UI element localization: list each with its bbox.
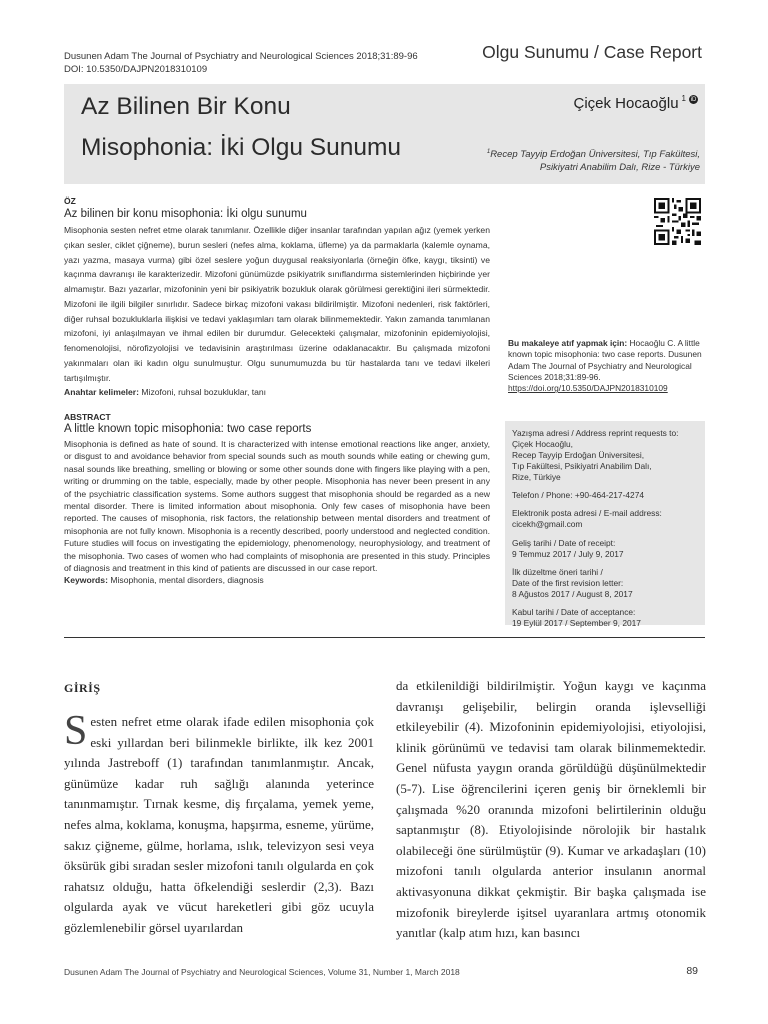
orcid-icon[interactable]: iD bbox=[690, 96, 697, 103]
address-line: Çiçek Hocaoğlu, bbox=[512, 438, 573, 449]
body-column-2 bbox=[396, 676, 706, 944]
footer-text: Dusunen Adam The Journal of Psychiatry and Neurological Sciences, Volume 31, Number 1, March 2018 bbox=[64, 967, 460, 977]
abstract-body bbox=[64, 438, 490, 587]
revision-label: Date of the first revision letter: bbox=[512, 577, 624, 588]
drop-cap: S bbox=[64, 708, 88, 754]
journal-citation-header bbox=[64, 50, 418, 76]
oz-title: Az bilinen bir konu misophonia: İki olgu sunumu bbox=[64, 208, 307, 220]
abstract-keywords: Misophonia, mental disorders, diagnosis bbox=[110, 575, 264, 586]
affiliation-line-1: Recep Tayyip Erdoğan Üniversitesi, Tıp Fakültesi, bbox=[490, 149, 700, 161]
abstract-keywords-label: Keywords: bbox=[64, 575, 108, 586]
section-type: Olgu Sunumu / Case Report bbox=[482, 42, 702, 62]
citation-doi-link[interactable]: https://doi.org/10.5350/DAJPN2018310109 bbox=[508, 383, 668, 394]
author-name: Çiçek Hocaoğlu bbox=[573, 95, 679, 112]
revision-block bbox=[512, 567, 702, 600]
revision-label: İlk düzeltme öneri tarihi / bbox=[512, 567, 603, 578]
body-text-1: esten nefret etme olarak ifade edilen misophonia çok eski yıllardan beri bilinmekle birlikte, ilk kez 2001 yılında Jastreboff (1) tarafından tanımlanmıştır. Ancak, günümüze kadar ruh sağlığı alanında yeterince tanınmamıştır. Tırnak kesme, diş fırçalama, yemek yeme, nefes alma, koklama, konuşma, hapşırma, esneme, yürüme, sakız çiğneme, gülme, horlama, ıslık, televizyon sesi veya öksürük gibi sıradan sesler mizofoni tanılı olgularda en çok rahatsız olduğu, hatta öfkelendiği seslerdir (2,3). Bazı olgularda ayak ve vücut hareketleri gibi göz ucuyla gözlemlenebilir görsel uyarılardan bbox=[64, 714, 374, 935]
address-label: Yazışma adresi / Address reprint requests to: bbox=[512, 428, 679, 438]
phone: Telefon / Phone: +90-464-217-4274 bbox=[512, 490, 645, 501]
oz-keywords-label: Anahtar kelimeler: bbox=[64, 387, 139, 398]
doi-line: DOI: 10.5350/DAJPN2018310109 bbox=[64, 64, 208, 75]
affiliation bbox=[400, 146, 700, 174]
affiliation-superscript: 1 bbox=[486, 149, 491, 155]
email-address[interactable]: cicekh@gmail.com bbox=[512, 519, 583, 530]
citation-block bbox=[508, 338, 704, 394]
email-label: Elektronik posta adresi / E-mail address: bbox=[512, 508, 662, 519]
page-number: 89 bbox=[686, 965, 698, 977]
received-label: Geliş tarihi / Date of receipt: bbox=[512, 537, 616, 548]
abstract-text: Misophonia is defined as hate of sound. It is characterized with intense emotional reactions like anger, anxiety, or disgust to and avoidance behavior from special sounds such as mouth sounds while eating or chewing gum, nasal sounds like breathing, smelling or blowing or some other sounds done with fingers like playing with a pen, writing or drumming on the table, especially, made by other people. Misophonia has never been present in any of the psychiatric classification systems. Some authors suggest that misophonia should be regarded as a new mental disorder. There is limited information about misophonia. Only few cases of misophonia have been reported. The causes of misophonia, risk factors, the relationship between mental disorders and treatment of misophonia are not fully known. Misophonia is a recently described, poorly understood and neglected condition. Future studies will focus on investigating the epidemiology, phenomenology, neurophysiology, and treatment of the misophonia. Two cases of women who had complaints of misophonia are presented in this study. Principles of diagnosis and treatment in this kind of patients are discussed in our case report. bbox=[64, 439, 490, 574]
address-line: Recep Tayyip Erdoğan Üniversitesi, bbox=[512, 449, 645, 460]
author-superscript: 1 bbox=[681, 94, 686, 103]
abstract-label: ABSTRACT bbox=[64, 412, 111, 422]
title-line-2: Misophonia: İki Olgu Sunumu bbox=[81, 134, 402, 161]
address-line: Tıp Fakültesi, Psikiyatri Anabilim Dalı, bbox=[512, 460, 652, 471]
revision-date: 8 Ağustos 2017 / August 8, 2017 bbox=[512, 588, 633, 599]
abstract-title: A little known topic misophonia: two case reports bbox=[64, 423, 312, 435]
journal-line: Dusunen Adam The Journal of Psychiatry and Neurological Sciences 2018;31:89-96 bbox=[64, 51, 418, 62]
accepted-label: Kabul tarihi / Date of acceptance: bbox=[512, 607, 636, 618]
author bbox=[573, 95, 698, 112]
title-line-1: Az Bilinen Bir Konu bbox=[81, 93, 291, 120]
accepted-block bbox=[512, 607, 702, 629]
oz-keywords: Mizofoni, ruhsal bozukluklar, tanı bbox=[141, 387, 267, 398]
affiliation-line-2: Psikiyatri Anabilim Dalı, Rize - Türkiye bbox=[539, 162, 700, 174]
body-column-1 bbox=[64, 708, 374, 939]
received-date: 9 Temmuz 2017 / July 9, 2017 bbox=[512, 548, 624, 559]
accepted-date: 19 Eylül 2017 / September 9, 2017 bbox=[512, 618, 641, 629]
oz-body bbox=[64, 223, 490, 400]
citation-label: Bu makaleye atıf yapmak için: bbox=[508, 338, 628, 348]
address-block bbox=[512, 428, 702, 483]
received-block bbox=[512, 538, 702, 560]
divider bbox=[64, 637, 705, 638]
citation-text: Hocaoğlu C. A little known topic misophonia: two case reports. Dusunen Adam The Journal of Psychiatry and Neurological Sciences 2018;31:89-96. bbox=[508, 338, 702, 382]
correspondence bbox=[512, 428, 702, 637]
body-text-2: da etkilenildiği bildirilmiştir. Yoğun kaygı ve kaçınma davranışı gelişebilir, belirgin oranda işlevselliği etkileyebilir (4). Mizofoninin epidemiyolojisi, etiyolojisi, klinik görünümü ve tedavisi tam olarak bilinmemektedir. Genel nüfusta yaygın oranda görüldüğü düşünülmektedir (5-7). Lise öğrencilerini içeren geniş bir örneklemli bir çalışmada %20 oranında mizofoni belirtilerinin olduğu saptanmıştır (8). Etiyolojisinde nörolojik bir hastalık olabileceği öne sürülmüştür (9). Kumar ve arkadaşları (10) mizofoni tanılı olgularda anterior insulanın anormal aktivasyonuna dikkat çekmiştir. Bir başka çalışmada ise mizofonik bireylerde işitsel uyaranlara artmış otonomik yanıtlar (kalp atım hızı, kan basıncı bbox=[396, 678, 706, 941]
section-heading: GİRİŞ bbox=[64, 681, 101, 695]
oz-text: Misophonia sesten nefret etme olarak tanımlanır. Özellikle diğer insanlar tarafından yapılan ağız (yemek yerken çıkan sesler, ciklet çiğneme), burun sesleri (nefes alma, koklama, üfleme) ya da parmaklarla (kalemle oynama, yazı yazma, masaya vurma) gibi özel seslere yoğun duygusal reaksiyonlarla (örneğin öfke, kaygı, tiksinti) ve kaçınma davranışı ile karakterizedir. Mizofoni günümüzde psikiyatrik sınıflandırma sistemlerinden hiçbirinde yer almamıştır. Bazı yazarlar, mizofoninin yeni bir psikiyatrik bozukluk olarak görülmesi gerektiğini ileri sürmektedir. Mizofoni ile ilgili bilgiler sınırlıdır. Sadece birkaç mizofoni vakası bildirilmiştir. Mizofoni nedenleri, risk faktörleri, diğer ruhsal bozukluklarla ilişkisi ve tedavi yaklaşımları tam olarak bilinmemektedir. Yakın zamanda tanımlanan mizofoni, iyi anlaşılmayan ve ihmal edilen bir durumdur. Gelecekteki çalışmalar, mizofoninin epidemiyolojisi, fenomenolojisi, nörofizyolojisi ve tedavisinin araştırılması üzerine odaklanacaktır. Bu çalışmada mizofoni yakınmaları olan iki kadın olgu sunulmuştur. Olgu sunumumuzda bu tür hastalarda tanı ve tedavi ilkeleri tartışılmıştır. bbox=[64, 225, 490, 383]
qr-code-icon bbox=[654, 198, 701, 245]
email-block bbox=[512, 508, 702, 530]
oz-label: ÖZ bbox=[64, 196, 76, 206]
address-line: Rize, Türkiye bbox=[512, 471, 561, 482]
